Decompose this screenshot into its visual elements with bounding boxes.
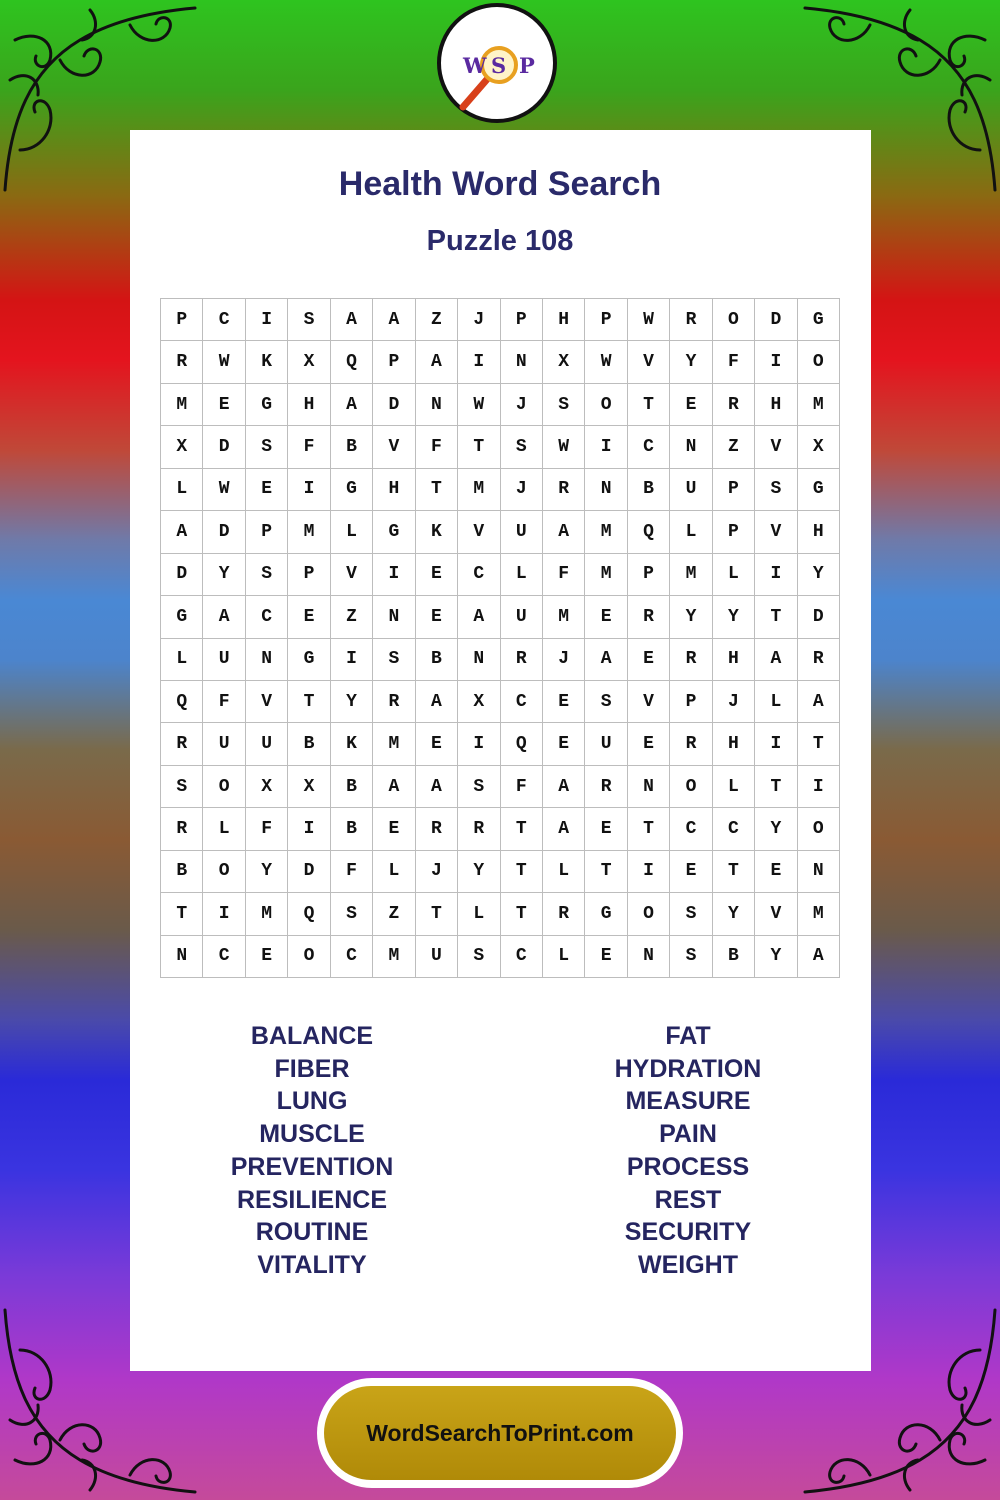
word-list-item: LUNG xyxy=(276,1087,348,1116)
grid-cell[interactable]: L xyxy=(203,808,245,850)
grid-cell[interactable]: A xyxy=(416,681,458,723)
grid-cell[interactable]: S xyxy=(670,893,712,935)
grid-cell[interactable]: T xyxy=(713,851,755,893)
grid-cell[interactable]: P xyxy=(670,681,712,723)
grid-cell[interactable]: M xyxy=(458,469,500,511)
grid-cell[interactable]: W xyxy=(628,299,670,341)
grid-cell[interactable]: O xyxy=(670,766,712,808)
grid-cell[interactable]: Y xyxy=(798,554,840,596)
grid-cell[interactable]: T xyxy=(501,808,543,850)
grid-cell[interactable]: V xyxy=(628,681,670,723)
grid-cell[interactable]: Y xyxy=(246,851,288,893)
word-list-item: PREVENTION xyxy=(230,1152,394,1181)
grid-cell[interactable]: C xyxy=(501,681,543,723)
grid-cell[interactable]: S xyxy=(755,469,797,511)
grid-cell[interactable]: T xyxy=(501,851,543,893)
grid-cell[interactable]: S xyxy=(161,766,203,808)
grid-cell[interactable]: A xyxy=(161,511,203,553)
grid-cell[interactable]: U xyxy=(203,723,245,765)
wsp-logo xyxy=(437,3,557,123)
grid-cell[interactable]: P xyxy=(373,341,415,383)
grid-cell[interactable]: D xyxy=(203,426,245,468)
grid-cell[interactable]: C xyxy=(628,426,670,468)
grid-cell[interactable]: N xyxy=(501,341,543,383)
grid-cell[interactable]: D xyxy=(798,596,840,638)
grid-cell[interactable]: G xyxy=(288,639,330,681)
grid-cell[interactable]: R xyxy=(798,639,840,681)
grid-cell[interactable]: U xyxy=(246,723,288,765)
grid-cell[interactable]: T xyxy=(755,596,797,638)
grid-cell[interactable]: Z xyxy=(713,426,755,468)
grid-cell[interactable]: T xyxy=(628,384,670,426)
grid-cell[interactable]: B xyxy=(416,639,458,681)
grid-cell[interactable]: Y xyxy=(713,596,755,638)
grid-cell[interactable]: I xyxy=(288,808,330,850)
grid-cell[interactable]: B xyxy=(161,851,203,893)
grid-cell[interactable]: Y xyxy=(670,596,712,638)
grid-cell[interactable]: N xyxy=(246,639,288,681)
grid-cell[interactable]: M xyxy=(670,554,712,596)
grid-cell[interactable]: S xyxy=(501,426,543,468)
grid-cell[interactable]: G xyxy=(331,469,373,511)
grid-cell[interactable]: E xyxy=(543,723,585,765)
grid-cell[interactable]: Y xyxy=(755,936,797,978)
grid-cell[interactable]: A xyxy=(373,766,415,808)
grid-cell[interactable]: X xyxy=(543,341,585,383)
grid-cell[interactable]: C xyxy=(203,299,245,341)
logo-letter-w: W xyxy=(463,53,487,78)
grid-cell[interactable]: J xyxy=(713,681,755,723)
word-list-item: SECURITY xyxy=(624,1218,752,1247)
grid-cell[interactable]: I xyxy=(458,341,500,383)
grid-cell[interactable]: F xyxy=(501,766,543,808)
grid-cell[interactable]: R xyxy=(501,639,543,681)
grid-cell[interactable]: X xyxy=(288,766,330,808)
grid-cell[interactable]: N xyxy=(798,851,840,893)
grid-cell[interactable]: D xyxy=(288,851,330,893)
grid-cell[interactable]: I xyxy=(755,341,797,383)
grid-cell[interactable]: I xyxy=(798,766,840,808)
page-title: Health Word Search xyxy=(338,165,662,203)
grid-cell[interactable]: E xyxy=(373,808,415,850)
grid-cell[interactable]: X xyxy=(458,681,500,723)
grid-cell[interactable]: Y xyxy=(203,554,245,596)
grid-cell[interactable]: O xyxy=(628,893,670,935)
grid-cell[interactable]: L xyxy=(543,851,585,893)
grid-cell[interactable]: E xyxy=(416,596,458,638)
grid-cell[interactable]: X xyxy=(161,426,203,468)
grid-cell[interactable]: F xyxy=(288,426,330,468)
grid-cell[interactable]: L xyxy=(161,469,203,511)
grid-cell[interactable]: W xyxy=(458,384,500,426)
grid-cell[interactable]: R xyxy=(543,893,585,935)
grid-cell[interactable]: L xyxy=(331,511,373,553)
grid-cell[interactable]: U xyxy=(501,511,543,553)
grid-cell[interactable]: E xyxy=(246,469,288,511)
grid-cell[interactable]: W xyxy=(585,341,627,383)
grid-cell[interactable]: L xyxy=(670,511,712,553)
grid-cell[interactable]: L xyxy=(755,681,797,723)
word-list-item: MUSCLE xyxy=(259,1120,365,1149)
grid-cell[interactable]: W xyxy=(543,426,585,468)
grid-cell[interactable]: E xyxy=(670,851,712,893)
grid-cell[interactable]: Q xyxy=(501,723,543,765)
word-list-item: HYDRATION xyxy=(614,1054,762,1083)
grid-cell[interactable]: N xyxy=(585,469,627,511)
grid-cell[interactable]: P xyxy=(161,299,203,341)
grid-cell[interactable]: Z xyxy=(416,299,458,341)
grid-cell[interactable]: P xyxy=(501,299,543,341)
grid-cell[interactable]: Q xyxy=(331,341,373,383)
grid-cell[interactable]: T xyxy=(416,469,458,511)
word-list-right xyxy=(518,1020,858,1282)
puzzle-number: Puzzle 108 xyxy=(426,225,574,257)
grid-cell[interactable]: P xyxy=(288,554,330,596)
grid-cell[interactable]: D xyxy=(161,554,203,596)
grid-cell[interactable]: E xyxy=(246,936,288,978)
grid-cell[interactable]: I xyxy=(458,723,500,765)
grid-cell[interactable]: S xyxy=(331,893,373,935)
grid-cell[interactable]: B xyxy=(331,766,373,808)
grid-cell[interactable]: H xyxy=(798,511,840,553)
grid-cell[interactable]: S xyxy=(373,639,415,681)
grid-cell[interactable]: E xyxy=(585,808,627,850)
grid-cell[interactable]: N xyxy=(628,766,670,808)
grid-cell[interactable]: K xyxy=(331,723,373,765)
grid-cell[interactable]: C xyxy=(331,936,373,978)
grid-cell[interactable]: X xyxy=(798,426,840,468)
grid-cell[interactable]: M xyxy=(246,893,288,935)
grid-cell[interactable]: L xyxy=(713,766,755,808)
grid-cell[interactable]: F xyxy=(246,808,288,850)
grid-cell[interactable]: Y xyxy=(331,681,373,723)
grid-cell[interactable]: C xyxy=(670,808,712,850)
grid-cell[interactable]: Z xyxy=(331,596,373,638)
grid-cell[interactable]: M xyxy=(798,893,840,935)
grid-cell[interactable]: Q xyxy=(628,511,670,553)
grid-cell[interactable]: B xyxy=(331,808,373,850)
grid-cell[interactable]: M xyxy=(585,554,627,596)
grid-cell[interactable]: Q xyxy=(288,893,330,935)
grid-cell[interactable]: C xyxy=(713,808,755,850)
grid-cell[interactable]: N xyxy=(670,426,712,468)
grid-cell[interactable]: J xyxy=(458,299,500,341)
grid-cell[interactable]: R xyxy=(670,299,712,341)
grid-cell[interactable]: C xyxy=(458,554,500,596)
grid-cell[interactable]: T xyxy=(458,426,500,468)
grid-cell[interactable]: E xyxy=(543,681,585,723)
grid-cell[interactable]: R xyxy=(543,469,585,511)
grid-cell[interactable]: I xyxy=(755,554,797,596)
word-list-item: VITALITY xyxy=(257,1250,367,1279)
grid-cell[interactable]: D xyxy=(203,511,245,553)
grid-cell[interactable]: E xyxy=(585,596,627,638)
logo-letter-p: P xyxy=(519,53,535,78)
grid-cell[interactable]: K xyxy=(416,511,458,553)
grid-cell[interactable]: O xyxy=(585,384,627,426)
grid-cell[interactable]: A xyxy=(543,808,585,850)
grid-cell[interactable]: E xyxy=(670,384,712,426)
grid-cell[interactable]: H xyxy=(713,723,755,765)
grid-cell[interactable]: J xyxy=(543,639,585,681)
grid-cell[interactable]: N xyxy=(458,639,500,681)
grid-cell[interactable]: L xyxy=(713,554,755,596)
grid-cell[interactable]: F xyxy=(203,681,245,723)
grid-cell[interactable]: L xyxy=(458,893,500,935)
grid-cell[interactable]: U xyxy=(416,936,458,978)
grid-cell[interactable]: R xyxy=(670,723,712,765)
grid-cell[interactable]: A xyxy=(331,384,373,426)
grid-cell[interactable]: A xyxy=(585,639,627,681)
grid-cell[interactable]: S xyxy=(585,681,627,723)
grid-cell[interactable]: N xyxy=(416,384,458,426)
grid-cell[interactable]: D xyxy=(373,384,415,426)
grid-cell[interactable]: F xyxy=(543,554,585,596)
word-list-item: PROCESS xyxy=(626,1152,750,1181)
grid-cell[interactable]: O xyxy=(798,341,840,383)
grid-cell[interactable]: U xyxy=(501,596,543,638)
grid-cell[interactable]: T xyxy=(416,893,458,935)
grid-cell[interactable]: R xyxy=(670,639,712,681)
grid-cell[interactable]: U xyxy=(203,639,245,681)
grid-cell[interactable]: P xyxy=(585,299,627,341)
grid-cell[interactable]: A xyxy=(458,596,500,638)
grid-cell[interactable]: Y xyxy=(458,851,500,893)
word-list-item: BALANCE xyxy=(250,1022,374,1050)
grid-cell[interactable]: X xyxy=(246,766,288,808)
grid-cell[interactable]: A xyxy=(203,596,245,638)
grid-cell[interactable]: T xyxy=(501,893,543,935)
grid-cell[interactable]: V xyxy=(628,341,670,383)
grid-cell[interactable]: T xyxy=(628,808,670,850)
grid-cell[interactable]: V xyxy=(373,426,415,468)
grid-cell[interactable]: U xyxy=(585,723,627,765)
grid-cell[interactable]: E xyxy=(416,723,458,765)
grid-cell[interactable]: I xyxy=(246,299,288,341)
grid-cell[interactable]: Y xyxy=(755,808,797,850)
grid-cell[interactable]: P xyxy=(713,469,755,511)
grid-cell[interactable]: D xyxy=(755,299,797,341)
grid-cell[interactable]: F xyxy=(331,851,373,893)
grid-cell[interactable]: V xyxy=(458,511,500,553)
grid-cell[interactable]: A xyxy=(543,766,585,808)
grid-cell[interactable]: C xyxy=(501,936,543,978)
grid-cell[interactable]: I xyxy=(203,893,245,935)
grid-cell[interactable]: S xyxy=(670,936,712,978)
grid-cell[interactable]: R xyxy=(161,808,203,850)
grid-cell[interactable]: A xyxy=(416,766,458,808)
grid-cell[interactable]: Q xyxy=(161,681,203,723)
grid-cell[interactable]: R xyxy=(585,766,627,808)
grid-cell[interactable]: B xyxy=(331,426,373,468)
grid-cell[interactable]: O xyxy=(798,808,840,850)
grid-cell[interactable]: B xyxy=(713,936,755,978)
grid-cell[interactable]: W xyxy=(203,341,245,383)
grid-cell[interactable]: H xyxy=(373,469,415,511)
grid-cell[interactable]: Z xyxy=(373,893,415,935)
grid-cell[interactable]: C xyxy=(203,936,245,978)
grid-cell[interactable]: A xyxy=(798,936,840,978)
grid-cell[interactable]: E xyxy=(628,639,670,681)
grid-cell[interactable]: V xyxy=(331,554,373,596)
grid-cell[interactable]: E xyxy=(628,723,670,765)
grid-cell[interactable]: P xyxy=(628,554,670,596)
grid-cell[interactable]: V xyxy=(246,681,288,723)
grid-cell[interactable]: R xyxy=(373,681,415,723)
grid-cell[interactable]: W xyxy=(203,469,245,511)
grid-cell[interactable]: I xyxy=(628,851,670,893)
grid-cell[interactable]: A xyxy=(373,299,415,341)
grid-cell[interactable]: L xyxy=(161,639,203,681)
grid-cell[interactable]: S xyxy=(246,426,288,468)
grid-cell[interactable]: Y xyxy=(713,893,755,935)
grid-cell[interactable]: M xyxy=(288,511,330,553)
grid-cell[interactable]: V xyxy=(755,426,797,468)
grid-cell[interactable]: X xyxy=(288,341,330,383)
grid-cell[interactable]: M xyxy=(161,384,203,426)
letter-grid xyxy=(160,298,840,978)
word-list-item: MEASURE xyxy=(625,1087,751,1116)
grid-cell[interactable]: G xyxy=(246,384,288,426)
grid-cell[interactable]: G xyxy=(798,469,840,511)
grid-cell[interactable]: L xyxy=(501,554,543,596)
grid-cell[interactable]: T xyxy=(288,681,330,723)
grid-cell[interactable]: O xyxy=(713,299,755,341)
word-list-item: FIBER xyxy=(274,1054,350,1083)
word-list-item: RESILIENCE xyxy=(236,1185,388,1214)
grid-cell[interactable]: V xyxy=(755,893,797,935)
grid-cell[interactable]: N xyxy=(161,936,203,978)
grid-cell[interactable]: O xyxy=(203,766,245,808)
footer-link[interactable]: WordSearchToPrint.com xyxy=(324,1386,676,1480)
grid-cell[interactable]: C xyxy=(246,596,288,638)
grid-cell[interactable]: H xyxy=(288,384,330,426)
grid-cell[interactable]: M xyxy=(543,596,585,638)
grid-cell[interactable]: L xyxy=(543,936,585,978)
grid-cell[interactable]: R xyxy=(161,723,203,765)
grid-cell[interactable]: M xyxy=(585,511,627,553)
grid-cell[interactable]: U xyxy=(670,469,712,511)
grid-cell[interactable]: N xyxy=(628,936,670,978)
grid-cell[interactable]: A xyxy=(755,639,797,681)
grid-cell[interactable]: I xyxy=(373,554,415,596)
grid-cell[interactable]: N xyxy=(373,596,415,638)
grid-cell[interactable]: A xyxy=(798,681,840,723)
grid-cell[interactable]: S xyxy=(246,554,288,596)
grid-cell[interactable]: G xyxy=(585,893,627,935)
grid-cell[interactable]: S xyxy=(458,936,500,978)
grid-cell[interactable]: B xyxy=(288,723,330,765)
grid-cell[interactable]: L xyxy=(373,851,415,893)
word-list-item: WEIGHT xyxy=(638,1250,738,1279)
grid-cell[interactable]: B xyxy=(628,469,670,511)
grid-cell[interactable]: S xyxy=(543,384,585,426)
grid-cell[interactable]: R xyxy=(161,341,203,383)
grid-cell[interactable]: M xyxy=(373,723,415,765)
grid-cell[interactable]: T xyxy=(161,893,203,935)
grid-cell[interactable]: T xyxy=(585,851,627,893)
grid-cell[interactable]: F xyxy=(416,426,458,468)
grid-cell[interactable]: R xyxy=(416,808,458,850)
grid-cell[interactable]: A xyxy=(543,511,585,553)
grid-cell[interactable]: E xyxy=(203,384,245,426)
grid-cell[interactable]: M xyxy=(373,936,415,978)
grid-cell[interactable]: A xyxy=(331,299,373,341)
grid-cell[interactable]: P xyxy=(246,511,288,553)
footer-banner xyxy=(317,1378,683,1488)
grid-cell[interactable]: E xyxy=(585,936,627,978)
word-list-item: FAT xyxy=(665,1022,711,1050)
grid-cell[interactable]: M xyxy=(798,384,840,426)
grid-cell[interactable]: V xyxy=(755,511,797,553)
grid-cell[interactable]: J xyxy=(416,851,458,893)
grid-cell[interactable]: G xyxy=(161,596,203,638)
grid-cell[interactable]: S xyxy=(288,299,330,341)
word-list-item: PAIN xyxy=(659,1120,717,1149)
grid-cell[interactable]: H xyxy=(755,384,797,426)
grid-cell[interactable]: I xyxy=(755,723,797,765)
grid-cell[interactable]: E xyxy=(755,851,797,893)
grid-cell[interactable]: H xyxy=(713,639,755,681)
grid-cell[interactable]: I xyxy=(585,426,627,468)
word-list-item: ROUTINE xyxy=(255,1218,369,1247)
word-list-left xyxy=(142,1020,482,1282)
word-list-item: REST xyxy=(654,1185,722,1214)
grid-cell[interactable]: O xyxy=(203,851,245,893)
grid-cell[interactable]: R xyxy=(713,384,755,426)
grid-cell[interactable]: H xyxy=(543,299,585,341)
grid-cell[interactable]: J xyxy=(501,384,543,426)
grid-cell[interactable]: R xyxy=(628,596,670,638)
grid-cell[interactable]: I xyxy=(331,639,373,681)
grid-cell[interactable]: T xyxy=(755,766,797,808)
grid-cell[interactable]: P xyxy=(713,511,755,553)
grid-cell[interactable]: E xyxy=(288,596,330,638)
logo-letter-s: S xyxy=(491,53,507,78)
grid-cell[interactable]: A xyxy=(416,341,458,383)
grid-cell[interactable]: F xyxy=(713,341,755,383)
grid-cell[interactable]: Y xyxy=(670,341,712,383)
grid-cell[interactable]: G xyxy=(373,511,415,553)
grid-cell[interactable]: G xyxy=(798,299,840,341)
grid-cell[interactable]: O xyxy=(288,936,330,978)
grid-cell[interactable]: K xyxy=(246,341,288,383)
grid-cell[interactable]: I xyxy=(288,469,330,511)
grid-cell[interactable]: J xyxy=(501,469,543,511)
grid-cell[interactable]: S xyxy=(458,766,500,808)
grid-cell[interactable]: R xyxy=(458,808,500,850)
grid-cell[interactable]: T xyxy=(798,723,840,765)
grid-cell[interactable]: E xyxy=(416,554,458,596)
